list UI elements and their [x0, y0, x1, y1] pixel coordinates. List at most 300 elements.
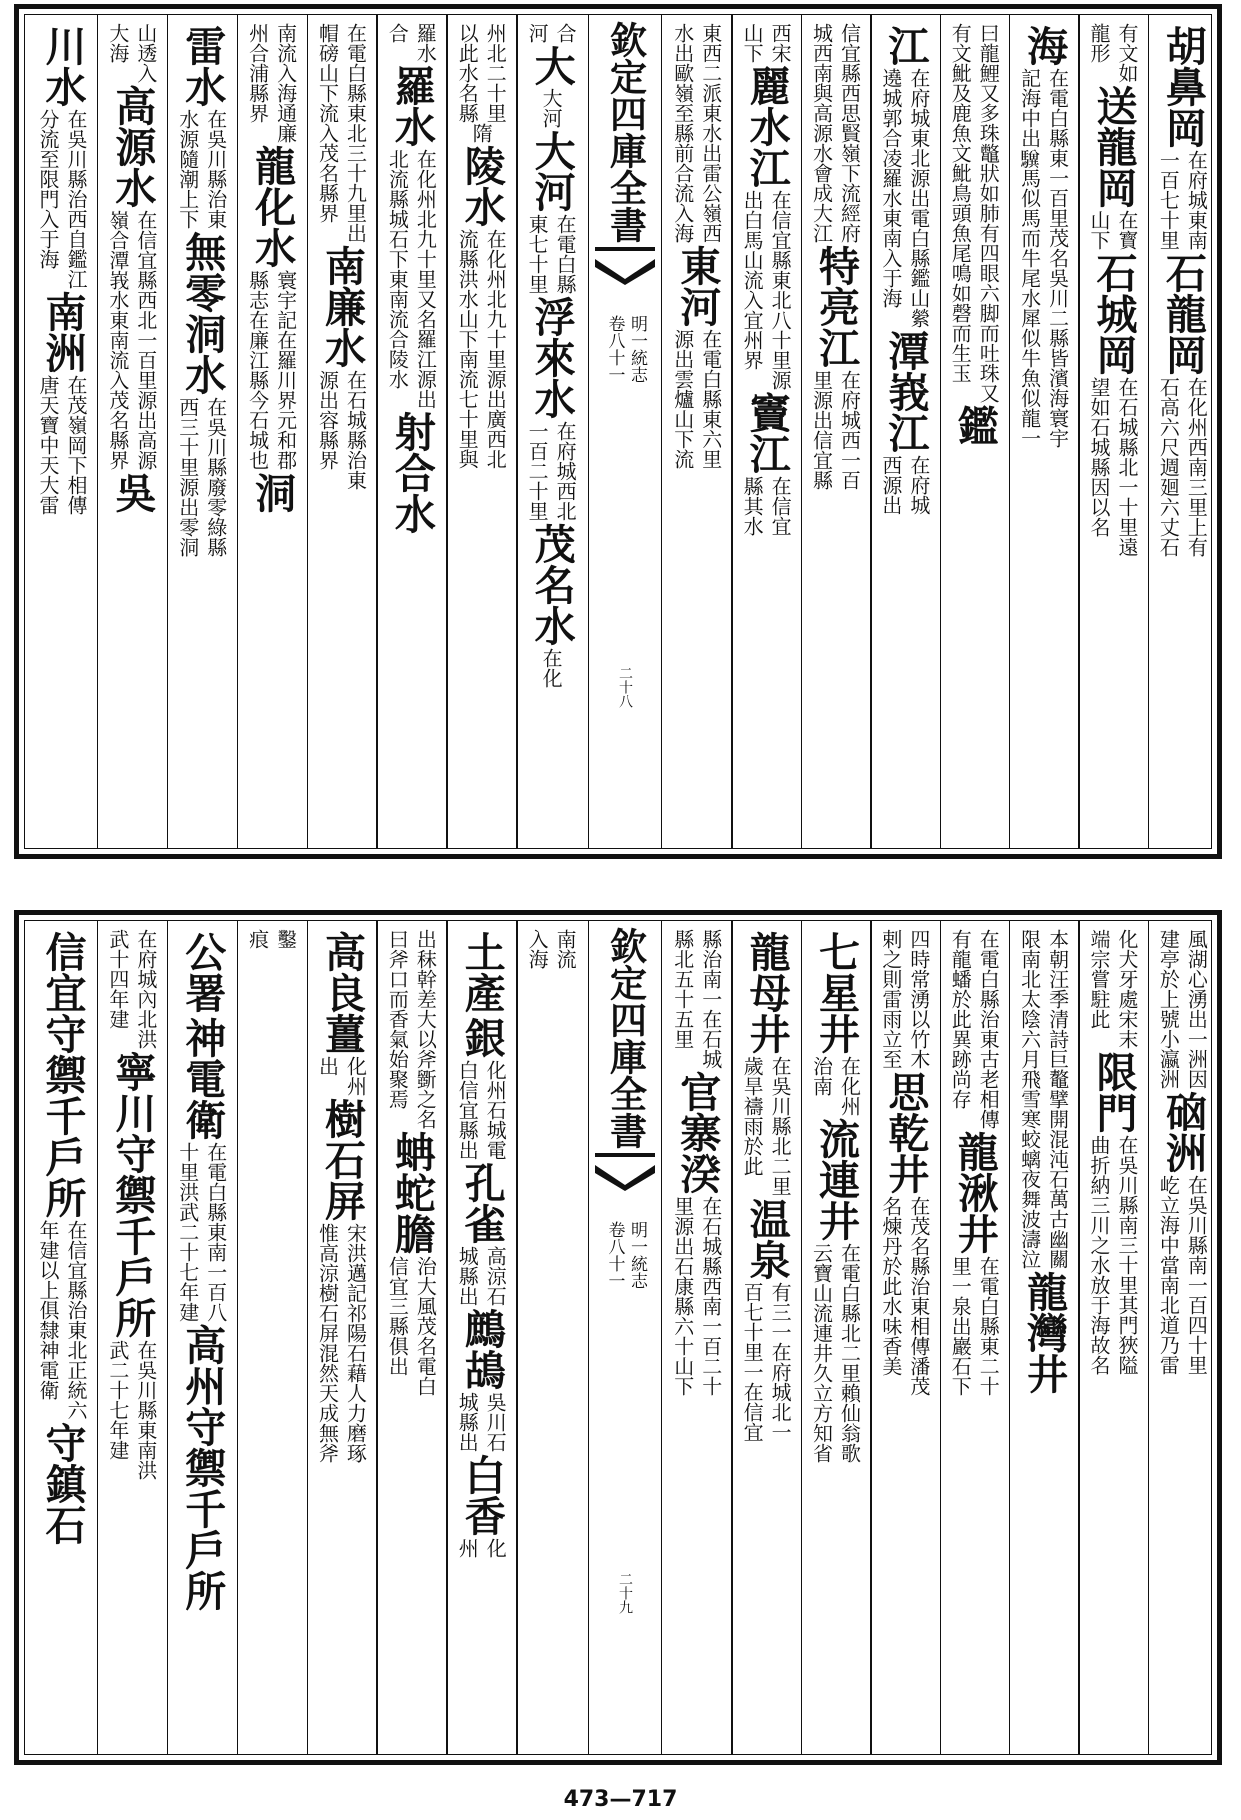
column-rule	[237, 921, 239, 1754]
heading-term: 吳	[108, 472, 157, 513]
annotation-line: 在府城東南	[1184, 150, 1209, 250]
heading-term: 龍湫井	[950, 1131, 999, 1254]
annotation-block	[454, 229, 508, 469]
annotation-line: 化犬牙處宋末	[1114, 929, 1139, 1049]
annotation-line: 在府城西一百	[837, 370, 862, 490]
annotation-block	[739, 476, 793, 536]
annotation-block	[1155, 929, 1209, 1089]
heading-term: 龍灣井	[1020, 1271, 1069, 1394]
heading-term: 麗水江	[742, 65, 791, 188]
book-title: 欽定四庫全書	[603, 927, 648, 1149]
annotation-line: 化州石城電	[483, 1060, 508, 1160]
column-rule	[870, 15, 872, 848]
annotation-block	[175, 397, 229, 557]
book-title: 欽定四庫全書	[603, 21, 648, 243]
text-column	[446, 23, 516, 840]
heading-term: 石城岡	[1089, 252, 1138, 375]
annotation-line: 武十四年建	[105, 929, 130, 1029]
annotation-line: 在吳川縣南三十里其門狹隘	[1114, 1135, 1139, 1375]
catalog-footer-number: 473—717	[563, 1787, 678, 1812]
annotation-line: 信宜三縣俱出	[385, 1256, 410, 1376]
annotation-block	[739, 1056, 793, 1196]
annotation-line: 山下	[740, 23, 765, 63]
annotation-line: 里源出石康縣六十山下	[670, 1196, 695, 1396]
annotation-line: 在吳川縣南一百四十里	[1184, 1175, 1209, 1375]
top-center-subtitle	[589, 315, 661, 383]
bottom-page-number	[589, 1572, 661, 1614]
annotation-line: 剌之則雷雨立至	[878, 929, 903, 1069]
annotation-block	[670, 1196, 724, 1396]
annotation-block	[35, 109, 89, 289]
annotation-block	[670, 23, 724, 243]
annotation-line: 信宜縣西思賢嶺下流經府	[837, 23, 862, 243]
annotation-line: 在吳川縣北二里	[768, 1056, 793, 1196]
annotation-line: 白信宜縣出	[455, 1060, 480, 1160]
annotation-line: 在電白縣東二十	[976, 1256, 1001, 1396]
annotation-line: 北流縣城石下東南流合陵水	[385, 149, 410, 389]
heading-term: 大河	[527, 130, 576, 212]
column-rule	[376, 15, 378, 848]
center-subtitle-line: 卷八十一	[604, 1221, 625, 1289]
annotation-block	[878, 68, 932, 328]
column-rule	[1148, 921, 1150, 1754]
annotation-line: 百七十里一在信宜	[740, 1282, 765, 1442]
annotation-line: 隋	[469, 123, 494, 143]
annotation-block	[670, 929, 724, 1069]
annotation-line: 屹立海中當南北道乃雷	[1156, 1175, 1181, 1375]
annotation-line: 羅水	[413, 23, 438, 63]
heading-term: 温泉	[742, 1198, 791, 1280]
annotation-block	[878, 455, 932, 515]
annotation-line: 名煉丹於此水味香美	[878, 1196, 903, 1376]
annotation-block	[878, 1196, 932, 1396]
column-rule	[446, 15, 448, 848]
annotation-line: 州北二十里	[483, 23, 508, 123]
annotation-line: 在化州	[837, 1056, 862, 1116]
annotation-line: 州合浦縣界	[245, 23, 270, 123]
annotation-line: 東七十里	[525, 214, 550, 294]
heading-term: 海	[1020, 25, 1069, 66]
heading-term: 孔雀	[457, 1162, 506, 1244]
annotation-line: 化州	[343, 1056, 368, 1096]
annotation-line: 在信宜縣西北一百里源出高源	[133, 210, 158, 470]
heading-term: 樹石屏	[317, 1098, 366, 1221]
annotation-line: 唐天寶中天大雷	[35, 375, 60, 515]
annotation-block	[105, 1340, 159, 1480]
annotation-block	[878, 929, 932, 1069]
text-column	[1148, 23, 1217, 840]
text-column	[307, 23, 377, 840]
annotation-line: 州	[455, 1538, 480, 1558]
text-column	[731, 23, 800, 840]
bottom-page	[14, 910, 1222, 1765]
bottom-center-title	[589, 927, 661, 1149]
text-column	[731, 929, 800, 1746]
heading-term: 南廉水	[317, 245, 366, 368]
annotation-line: 十里洪武二十七年建	[175, 1142, 200, 1322]
annotation-block	[468, 123, 494, 143]
annotation-line: 大河	[539, 88, 564, 128]
annotation-line: 里一泉出巖石下	[948, 1256, 973, 1396]
column-rule	[940, 921, 942, 1754]
column-rule	[731, 15, 733, 848]
annotation-line: 入海	[525, 929, 550, 969]
text-column	[27, 929, 97, 1746]
annotation-block	[808, 370, 862, 490]
heading-term: 胡鼻岡	[1158, 25, 1207, 148]
annotation-block	[739, 1282, 793, 1442]
column-rule	[237, 15, 239, 848]
annotation-line: 云寶山流連井久立方知省	[809, 1243, 834, 1463]
page-number: 二十九	[617, 1572, 633, 1614]
center-subtitle-line: 明一統志	[627, 315, 648, 383]
annotation-line: 在茂名縣治東相傳潘茂	[906, 1196, 931, 1396]
annotation-block	[808, 1243, 862, 1463]
annotation-line: 城西南與高源水會成大江	[809, 23, 834, 243]
column-rule	[940, 15, 942, 848]
annotation-block	[947, 23, 1001, 403]
heading-term: 東河	[673, 245, 722, 327]
fish-tail-mark	[595, 247, 655, 285]
annotation-line: 治南	[809, 1056, 834, 1096]
fish-tail-mark	[595, 1153, 655, 1191]
column-rule	[516, 15, 518, 848]
column-rule	[97, 15, 99, 848]
annotation-block	[384, 149, 438, 409]
annotation-line: 在吳川縣治東	[203, 109, 228, 229]
heading-term: 射合水	[387, 411, 436, 534]
annotation-line: 在電白縣治東古老相傳	[976, 929, 1001, 1129]
annotation-line: 流縣洪水山下南流七十里與	[455, 229, 480, 469]
text-column	[1078, 929, 1147, 1746]
text-column	[516, 23, 586, 840]
bottom-page-frame	[24, 920, 1212, 1755]
column-rule	[376, 921, 378, 1754]
annotation-block	[1017, 68, 1071, 448]
annotation-line: 城縣出	[455, 1392, 480, 1452]
center-subtitle-line: 明一統志	[627, 1221, 648, 1289]
annotation-block	[1086, 377, 1140, 557]
text-column	[167, 23, 237, 840]
bottom-center-subtitle	[589, 1221, 661, 1289]
annotation-line: 風湖心湧出一洲因	[1184, 929, 1209, 1089]
annotation-line: 有三一在府城北一	[768, 1282, 793, 1442]
top-center-title	[589, 21, 661, 243]
heading-term: 竇江	[742, 392, 791, 474]
annotation-line: 在府城	[906, 455, 931, 515]
annotation-line: 龍形	[1086, 23, 1111, 63]
annotation-line: 在吳川縣治西自鑑江	[63, 109, 88, 289]
annotation-block	[105, 210, 159, 470]
text-column	[662, 929, 731, 1746]
annotation-line: 在信宜縣治東北正統六	[63, 1220, 88, 1420]
column-rule	[870, 921, 872, 1754]
heading-term: 信宜守禦千戶所	[38, 931, 87, 1218]
annotation-line: 曰斧	[385, 929, 410, 969]
annotation-line: 在寳	[1114, 210, 1139, 250]
annotation-line: 水源隨潮上下	[175, 109, 200, 229]
annotation-line: 曰龍鯉又多珠鼈狀如肺有四眼六脚而吐珠又	[976, 23, 1001, 403]
heading-term: 無零洞水	[178, 231, 227, 395]
annotation-line: 石高六尺週廻六丈石	[1156, 377, 1181, 557]
heading-term: 特亮江	[811, 245, 860, 368]
annotation-block	[1017, 929, 1071, 1269]
annotation-line: 年建以上俱隸神電衛	[35, 1220, 60, 1400]
annotation-block	[454, 1060, 508, 1160]
annotation-block	[105, 929, 159, 1049]
annotation-line: 山透入	[133, 23, 158, 83]
annotation-block	[314, 370, 368, 490]
annotation-block	[538, 648, 564, 688]
annotation-line: 河	[525, 23, 550, 43]
text-column	[97, 23, 167, 840]
annotation-line: 曲折納三川之水放于海故名	[1086, 1135, 1111, 1375]
heading-term: 七星井	[811, 931, 860, 1054]
annotation-line: 在府城東北源出電白縣鑑山縈	[906, 68, 931, 328]
top-page	[14, 4, 1222, 859]
column-rule	[516, 921, 518, 1754]
annotation-line: 在石城縣西南一百二十	[698, 1196, 723, 1396]
annotation-block	[1086, 23, 1140, 83]
annotation-line: 出	[315, 1056, 340, 1076]
annotation-line: 南流	[553, 929, 578, 969]
heading-term: 硇洲	[1158, 1091, 1207, 1173]
heading-term: 流連井	[811, 1118, 860, 1241]
annotation-line: 幹差大以斧斵之名	[413, 969, 438, 1129]
annotation-line: 出白馬山流入宜州界	[740, 190, 765, 370]
annotation-line: 合	[385, 23, 410, 43]
annotation-block	[1086, 929, 1140, 1049]
bottom-center-column	[588, 921, 662, 1754]
annotation-line: 源出雲爐山下流	[670, 329, 695, 469]
annotation-block	[245, 23, 299, 143]
text-column	[801, 23, 870, 840]
text-column	[516, 929, 586, 1746]
heading-term: 陵水	[457, 145, 506, 227]
annotation-line: 在電白縣東南一百八	[203, 1142, 228, 1322]
heading-term: 南洲	[38, 291, 87, 373]
text-column	[940, 23, 1009, 840]
text-column	[1148, 929, 1217, 1746]
annotation-block	[538, 88, 564, 128]
annotation-line: 在電白縣北二里賴仙翁歌	[837, 1243, 862, 1463]
text-column	[376, 929, 446, 1746]
annotation-block	[808, 1056, 862, 1116]
heading-term: 川水	[38, 25, 87, 107]
heading-term: 石龍岡	[1158, 252, 1207, 375]
annotation-line: 有龍蟠於此異跡尚存	[948, 929, 973, 1109]
text-column	[27, 23, 97, 840]
heading-term: 神電衛	[178, 1017, 227, 1140]
annotation-line: 端宗嘗駐此	[1086, 929, 1111, 1029]
column-rule	[801, 15, 803, 848]
annotation-block	[524, 214, 578, 294]
annotation-line: 遶城郭合凌羅水東南入于海	[878, 68, 903, 308]
heading-term: 雷水	[178, 25, 227, 107]
annotation-line: 惟高涼樹石屏混然天成無斧	[315, 1223, 340, 1463]
column-rule	[446, 921, 448, 1754]
annotation-line: 在化州北九十里源出廣西北	[483, 229, 508, 469]
annotation-line: 西宋	[768, 23, 793, 63]
column-rule	[1009, 921, 1011, 1754]
text-column	[237, 929, 307, 1746]
annotation-line: 出秣	[413, 929, 438, 969]
text-column	[307, 929, 377, 1746]
text-column	[801, 929, 870, 1746]
annotation-block	[35, 375, 89, 515]
annotation-block	[1155, 377, 1209, 557]
annotation-line: 在化州西南三里上有	[1184, 377, 1209, 557]
heading-term: 高州守禦千戶所	[178, 1324, 227, 1611]
heading-term: 鑑	[950, 405, 999, 446]
annotation-block	[314, 1223, 368, 1463]
annotation-block	[314, 23, 368, 243]
heading-term: 銀	[457, 1017, 506, 1058]
heading-term: 白香	[457, 1454, 506, 1536]
annotation-line: 有文如	[1114, 23, 1139, 83]
annotation-line: 在吳川縣東南洪	[133, 1340, 158, 1480]
column-rule	[1148, 15, 1150, 848]
annotation-line: 本朝汪季清詩巨鼇擘開混沌石萬古幽關	[1045, 929, 1070, 1269]
annotation-line: 有文魮及鹿魚文魮鳥頭魚尾鳴如磬而生玉	[948, 23, 973, 383]
annotation-line: 在石城縣治東	[343, 370, 368, 490]
heading-term: 高源水	[108, 85, 157, 208]
text-column	[167, 929, 237, 1746]
annotation-line: 在信宜縣東北八十里源	[768, 190, 793, 390]
annotation-line: 痕	[245, 929, 270, 949]
annotation-line: 山下	[1086, 210, 1111, 250]
annotation-line: 里源出信宜縣	[809, 370, 834, 490]
heading-term: 浮來水	[527, 296, 576, 419]
annotation-line: 在電白縣東六里	[698, 329, 723, 469]
annotation-line: 在石城縣北一十里遠	[1114, 377, 1139, 557]
heading-term: 限門	[1089, 1051, 1138, 1133]
annotation-block	[454, 1392, 508, 1452]
column-rule	[167, 921, 169, 1754]
column-rule	[307, 15, 309, 848]
annotation-line: 在化州北九十里又名羅江源出	[413, 149, 438, 409]
column-rule	[1009, 15, 1011, 848]
annotation-line: 源出容縣界	[315, 370, 340, 470]
text-column	[662, 23, 731, 840]
annotation-block	[1086, 210, 1140, 250]
heading-term: 羅水	[387, 65, 436, 147]
page-number: 二十八	[617, 666, 633, 708]
annotation-line: 在茂嶺岡下相傳	[63, 375, 88, 515]
annotation-line: 望如石城縣因以名	[1086, 377, 1111, 537]
text-column	[237, 23, 307, 840]
text-column	[1009, 23, 1078, 840]
heading-term: 公署	[178, 931, 227, 1013]
annotation-block	[524, 421, 578, 521]
annotation-block	[314, 1056, 368, 1096]
annotation-line: 合	[553, 23, 578, 43]
annotation-line: 縣治南一在石城	[698, 929, 723, 1069]
annotation-block	[245, 270, 299, 470]
text-column	[376, 23, 446, 840]
annotation-line: 縣其水	[740, 476, 765, 536]
annotation-block	[454, 23, 508, 123]
annotation-block	[1155, 150, 1209, 250]
annotation-block	[947, 929, 1001, 1129]
annotation-line: 四時常湧以竹木	[906, 929, 931, 1069]
heading-term: 官寨湀	[673, 1071, 722, 1194]
annotation-block	[105, 23, 159, 83]
column-rule	[307, 921, 309, 1754]
column-rule	[731, 921, 733, 1754]
heading-term: 潭峩江	[881, 330, 930, 453]
heading-term: 寧川守禦千戶所	[108, 1051, 157, 1338]
text-column	[940, 929, 1009, 1746]
annotation-line: 限南北太陰六月飛雪寒蛟螭夜舞波濤泣	[1017, 929, 1042, 1269]
annotation-block	[808, 23, 862, 243]
annotation-line: 歲旱禱雨於此	[740, 1056, 765, 1176]
heading-term: 龍化水	[248, 145, 297, 268]
annotation-line: 水出歐嶺至縣前合流入海	[670, 23, 695, 243]
annotation-line: 以此水名縣	[455, 23, 480, 123]
annotation-line: 大海	[105, 23, 130, 63]
annotation-line: 建亭於上號小瀛洲	[1156, 929, 1181, 1089]
top-page-number	[589, 666, 661, 708]
annotation-block	[524, 929, 578, 969]
annotation-line: 西三十里源出零洞	[175, 397, 200, 557]
heading-term: 大	[527, 45, 576, 86]
annotation-block	[175, 109, 229, 229]
heading-term: 洞	[248, 472, 297, 513]
annotation-block	[384, 23, 438, 63]
heading-term: 蚺蛇膽	[387, 1131, 436, 1254]
top-center-column	[588, 15, 662, 848]
annotation-line: 在電白縣東北三十九里出	[343, 23, 368, 243]
annotation-line: 記海中出𩦸馬似馬而牛尾水犀似牛魚似龍一	[1017, 68, 1042, 448]
annotation-block	[175, 1142, 229, 1322]
annotation-line: 治大風茂名電白	[413, 1256, 438, 1396]
annotation-line: 在電白縣東一百里茂名吳川二縣皆濱海寰宇	[1045, 68, 1070, 448]
annotation-line: 在電白縣	[553, 214, 578, 294]
text-column	[870, 929, 939, 1746]
annotation-block	[670, 329, 724, 469]
annotation-line: 縣北五十五里	[670, 929, 695, 1049]
annotation-block	[947, 1256, 1001, 1396]
heading-term: 思乾井	[881, 1071, 930, 1194]
text-column	[1009, 929, 1078, 1746]
column-rule	[167, 15, 169, 848]
annotation-line: 城縣出	[455, 1246, 480, 1306]
annotation-line: 宋洪邁記祁陽石藉人力磨琢	[343, 1223, 368, 1463]
annotation-line: 在府城西北	[553, 421, 578, 521]
annotation-line: 縣志在廉江縣今石城也	[245, 270, 270, 470]
heading-term: 守鎮石	[38, 1422, 87, 1545]
annotation-line: 在吳川縣廢零綠縣	[203, 397, 228, 557]
center-subtitle-line: 卷八十一	[604, 315, 625, 383]
annotation-line: 西源出	[878, 455, 903, 515]
column-rule	[1078, 15, 1080, 848]
annotation-block	[454, 1538, 508, 1558]
heading-term: 鷓鴣	[457, 1308, 506, 1390]
text-column	[446, 929, 516, 1746]
annotation-block	[524, 23, 578, 43]
annotation-line: 嶺合潭峩水東南流入茂名縣界	[105, 210, 130, 470]
top-page-frame	[24, 14, 1212, 849]
annotation-line: 一百二十里	[525, 421, 550, 521]
heading-term: 送龍岡	[1089, 85, 1138, 208]
annotation-line: 武二十七年建	[105, 1340, 130, 1460]
annotation-block	[739, 190, 793, 390]
annotation-block	[739, 23, 793, 63]
text-column	[97, 929, 167, 1746]
annotation-block	[454, 1246, 508, 1306]
text-column	[1078, 23, 1147, 840]
